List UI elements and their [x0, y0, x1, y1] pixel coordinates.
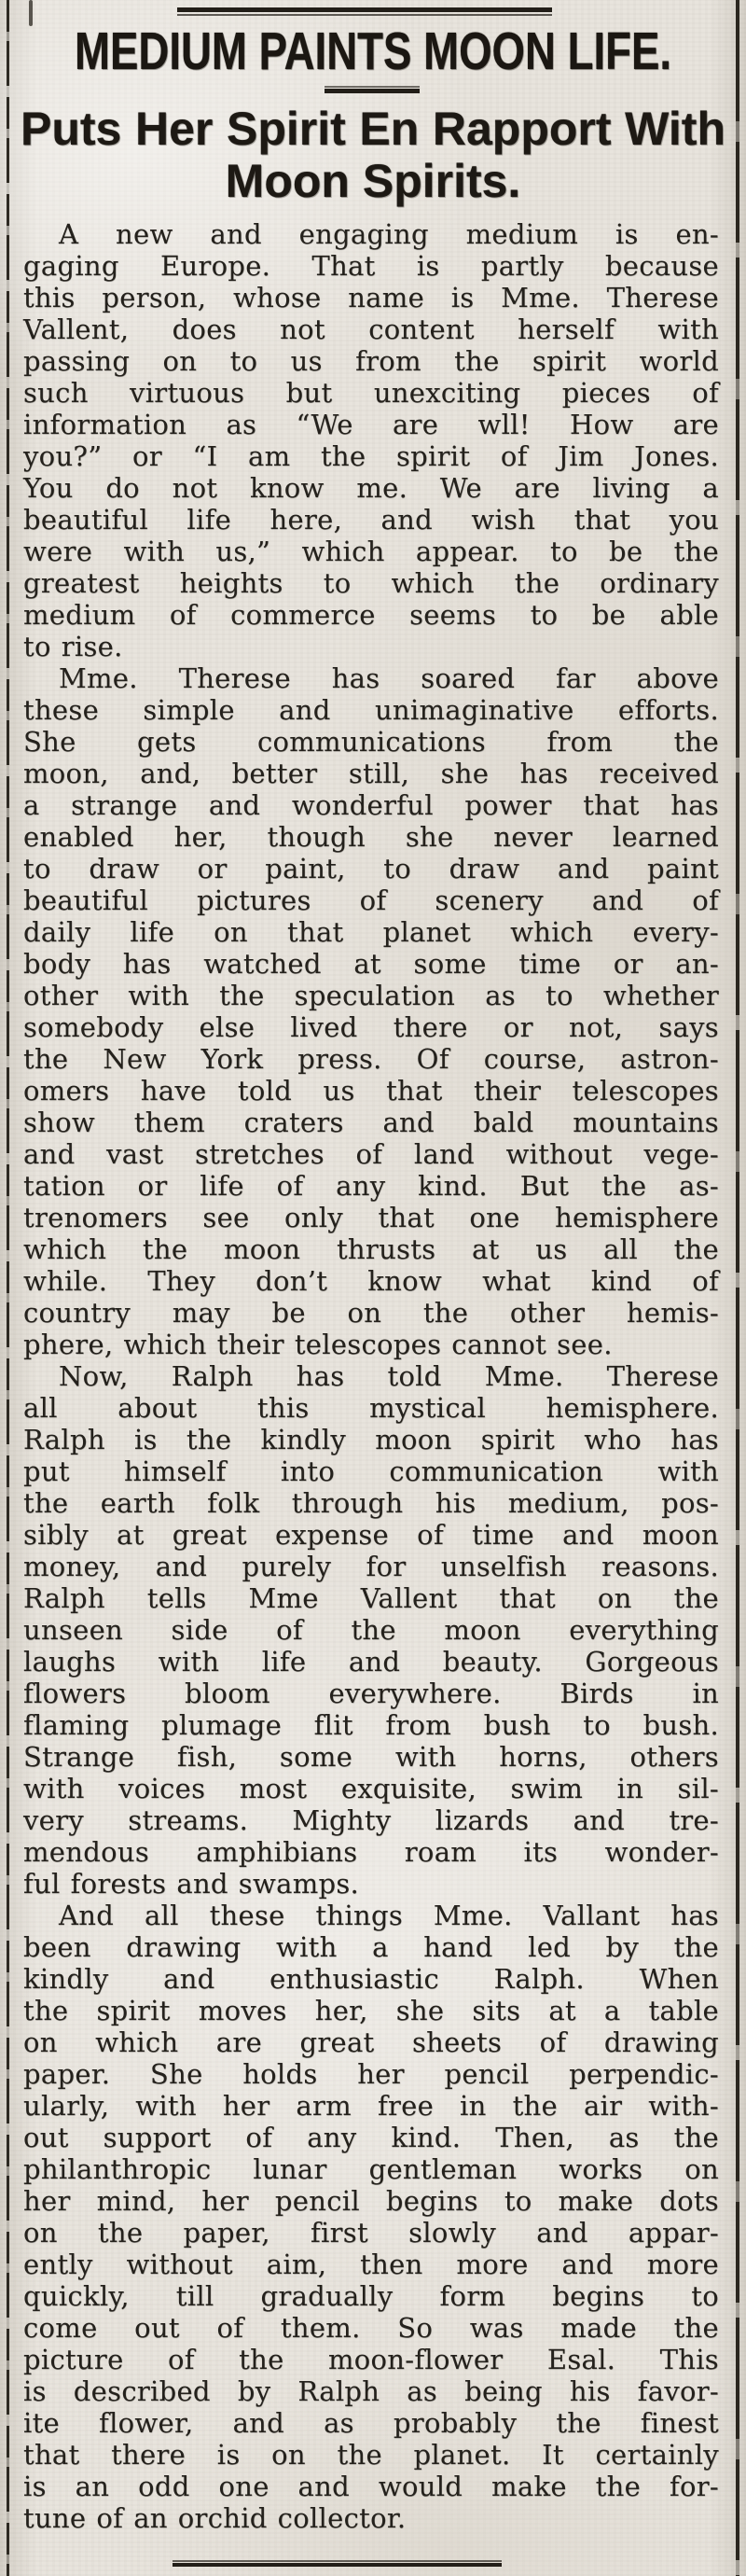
article-line: laughs with life and beauty. Gorgeous: [23, 1646, 719, 1678]
article-line: unseen side of the moon everything: [23, 1614, 719, 1646]
article-line: you?” or “I am the spirit of Jim Jones.: [23, 440, 719, 472]
article-line: the spirit moves her, she sits at a table: [23, 1995, 719, 2026]
top-divider-rule: [177, 7, 552, 18]
article-paragraph: [23, 218, 719, 662]
article-line: all about this mystical hemisphere.: [23, 1392, 719, 1424]
article-line: were with us,” which appear. to be the: [23, 536, 719, 567]
article-line: information as “We are wll! How are: [23, 409, 719, 440]
article-line: moon, and, better still, she has received: [23, 758, 719, 789]
article-line: a strange and wonderful power that has: [23, 789, 719, 821]
article-line: A new and engaging medium is en-: [59, 218, 719, 250]
article-line: such virtuous but unexciting pieces of: [23, 377, 719, 409]
article-line: the earth folk through his medium, pos-: [23, 1487, 719, 1519]
article-paragraph: [23, 1900, 719, 2534]
column-rule-right: [736, 0, 739, 2576]
article-line: flowers bloom everywhere. Birds in: [23, 1678, 719, 1709]
article-line: ite flower, and as probably the finest: [23, 2407, 719, 2439]
article-line: flaming plumage flit from bush to bush.: [23, 1709, 719, 1741]
article-line: show them craters and bald mountains: [23, 1107, 719, 1138]
article-line: on which are great sheets of drawing: [23, 2026, 719, 2058]
article-line: medium of commerce seems to be able: [23, 599, 719, 631]
article-line: these simple and unimaginative efforts.: [23, 694, 719, 726]
article-line: quickly, till gradually form begins to: [23, 2280, 719, 2312]
article-paragraph: [23, 662, 719, 1360]
article-line: She gets communications from the: [23, 726, 719, 758]
article-line: trenomers see only that one hemisphere: [23, 1202, 719, 1233]
article-line: come out of them. So was made the: [23, 2312, 719, 2344]
article-line: Ralph is the kindly moon spirit who has: [23, 1424, 719, 1455]
article-headline: MEDIUM PAINTS MOON LIFE.: [75, 21, 672, 81]
article-line: other with the speculation as to whether: [23, 980, 719, 1011]
article-line: Vallent, does not content herself with: [23, 313, 719, 345]
article-line: money, and purely for unselfish reasons.: [23, 1551, 719, 1582]
article-line: on the paper, first slowly and appar-: [23, 2217, 719, 2249]
article-line: tation or life of any kind. But the as-: [23, 1170, 719, 1202]
article-line: phere, which their telescopes cannot see.: [23, 1329, 613, 1360]
article-line: body has watched at some time or an-: [23, 948, 719, 980]
article-subhead: [0, 103, 746, 207]
article-paragraph: [23, 1360, 719, 1900]
article-line: Now, Ralph has told Mme. Therese: [59, 1360, 719, 1392]
article-line: gaging Europe. That is partly because: [23, 250, 719, 282]
article-line: tune of an orchid collector.: [23, 2502, 407, 2534]
article-line: beautiful pictures of scenery and of: [23, 884, 719, 916]
article-line: sibly at great expense of time and moon: [23, 1519, 719, 1551]
article-line: to draw or paint, to draw and paint: [23, 853, 719, 884]
article-line: mendous amphibians roam its wonder-: [23, 1836, 719, 1868]
article-line: And all these things Mme. Vallant has: [59, 1900, 719, 1931]
article-line: ful forests and swamps.: [23, 1868, 360, 1900]
article-line: Strange fish, some with horns, others: [23, 1741, 719, 1773]
article-line: ently without aim, then more and more: [23, 2249, 719, 2280]
article-line: daily life on that planet which every-: [23, 916, 719, 948]
article-line: philanthropic lunar gentleman works on: [23, 2153, 719, 2185]
article-line: while. They don’t know what kind of: [23, 1265, 719, 1297]
article-line: somebody else lived there or not, says: [23, 1011, 719, 1043]
article-line: You do not know me. We are living a: [23, 472, 719, 504]
article-line: is an odd one and would make the for-: [23, 2471, 719, 2502]
article-line: her mind, her pencil begins to make dots: [23, 2185, 719, 2217]
article-line: put himself into communication with: [23, 1455, 719, 1487]
ink-smudge-artifact: [29, 0, 33, 26]
article-line: that there is on the planet. It certainly: [23, 2439, 719, 2471]
article-line: the New York press. Of course, astron-: [23, 1043, 719, 1075]
article-line: enabled her, though she never learned: [23, 821, 719, 853]
article-line: out support of any kind. Then, as the: [23, 2122, 719, 2153]
article-line: to rise.: [23, 631, 123, 662]
article-line: omers have told us that their telescopes: [23, 1075, 719, 1107]
article-line: greatest heights to which the ordinary: [23, 567, 719, 599]
article-line: been drawing with a hand led by the: [23, 1931, 719, 1963]
column-rule-left: [7, 0, 9, 2576]
article-line: is described by Ralph as being his favor-: [23, 2375, 719, 2407]
article-line: this person, whose name is Mme. Therese: [23, 282, 719, 313]
article-line: beautiful life here, and wish that you: [23, 504, 719, 536]
subhead-line-2: Moon Spirits.: [225, 155, 521, 207]
article-body: [23, 218, 719, 2534]
article-line: passing on to us from the spirit world: [23, 345, 719, 377]
article-line: kindly and enthusiastic Ralph. When: [23, 1963, 719, 1995]
article-line: Ralph tells Mme Vallent that on the: [23, 1582, 719, 1614]
article-line: Mme. Therese has soared far above: [59, 662, 719, 694]
article-line: country may be on the other hemis-: [23, 1297, 719, 1329]
article-line: very streams. Mighty lizards and tre-: [23, 1804, 719, 1836]
article-line: ularly, with her arm free in the air with-: [23, 2090, 719, 2122]
headline-divider-rule: [325, 86, 420, 94]
article-line: and vast stretches of land without vege-: [23, 1138, 719, 1170]
article-line: which the moon thrusts at us all the: [23, 1233, 719, 1265]
bottom-divider-rule: [173, 2560, 502, 2568]
subhead-line-1: Puts Her Spirit En Rapport With: [21, 103, 725, 155]
article-line: picture of the moon-flower Esal. This: [23, 2344, 719, 2375]
article-line: with voices most exquisite, swim in sil-: [23, 1773, 719, 1804]
article-line: paper. She holds her pencil perpendic-: [23, 2058, 719, 2090]
